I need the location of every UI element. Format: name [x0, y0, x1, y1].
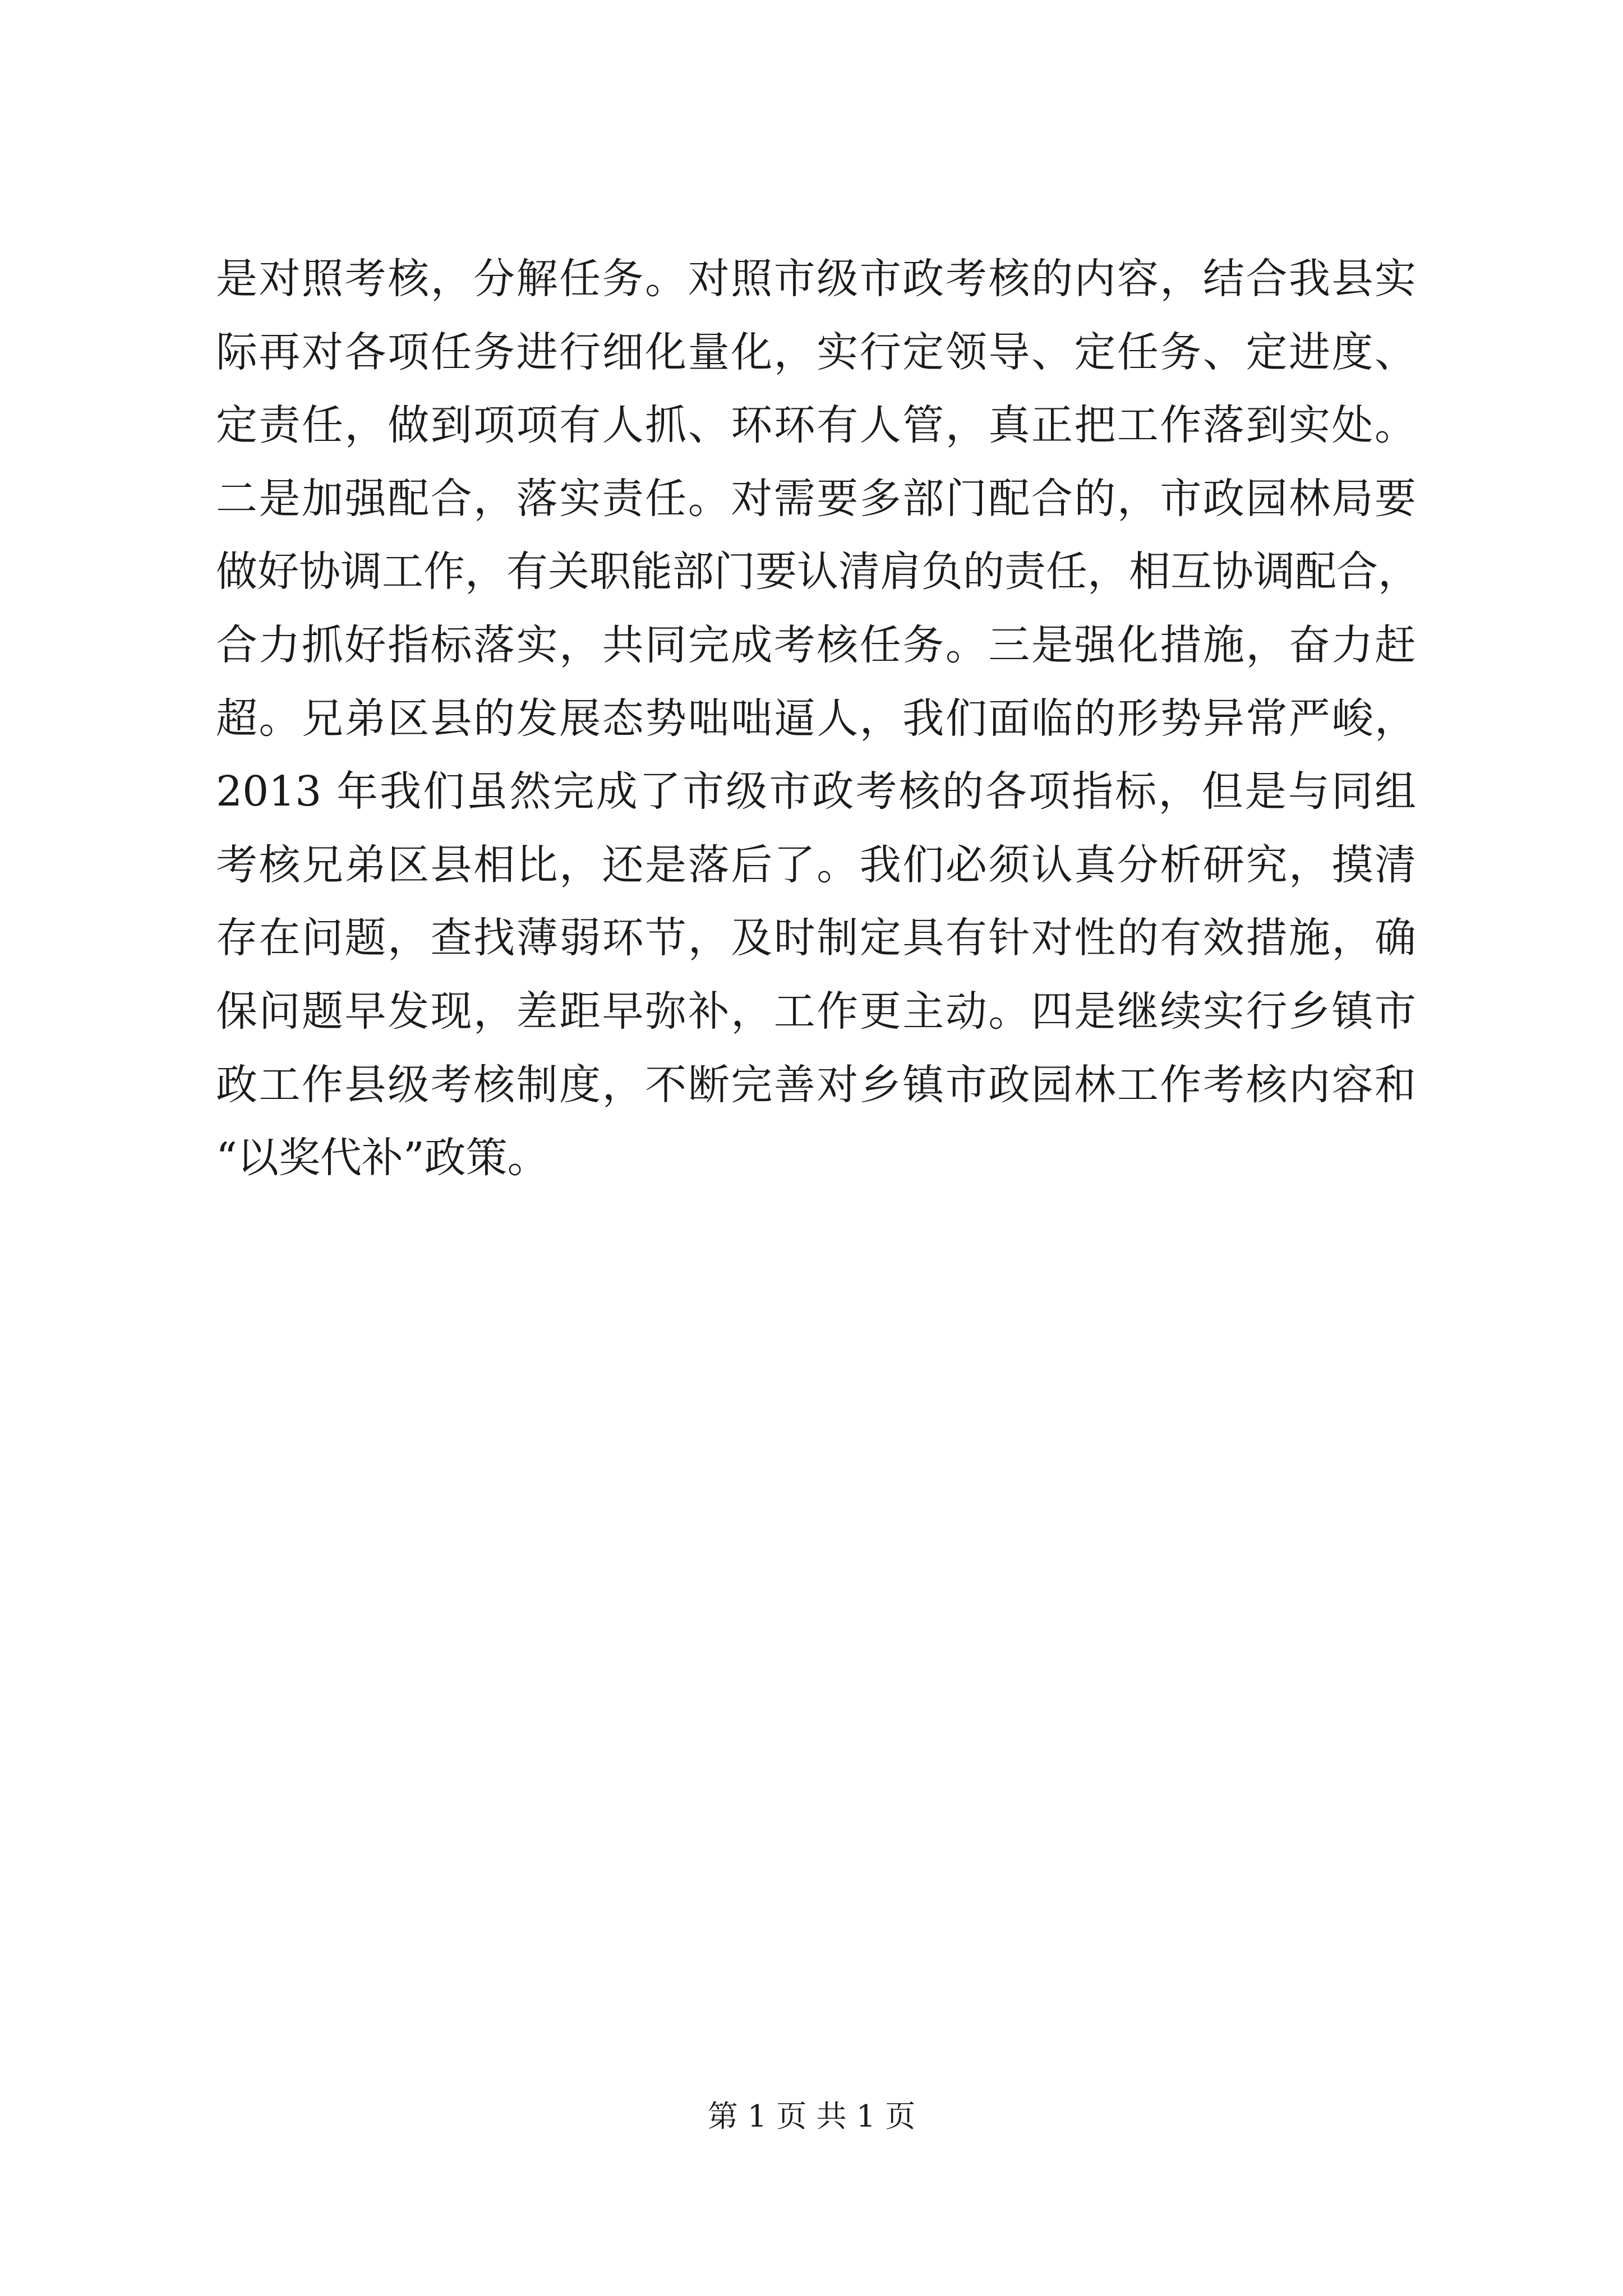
body-paragraph — [216, 242, 1419, 1195]
text-line: 合力抓好指标落实，共同完成考核任务。三是强化措施，奋力赶 — [216, 620, 1416, 669]
text-line: “以奖代补”政策。 — [216, 1134, 549, 1182]
text-line: 际再对各项任务进行细化量化，实行定领导、定任务、定进度、 — [216, 328, 1416, 376]
text-line: 考核兄弟区县相比，还是落后了。我们必须认真分析研究，摸清 — [216, 840, 1416, 889]
text-line: 政工作县级考核制度，不断完善对乡镇市政园林工作考核内容和 — [216, 1060, 1416, 1109]
text-line: 定责任，做到项项有人抓、环环有人管，真正把工作落到实处。 — [216, 401, 1416, 450]
text-line: 保问题早发现，差距早弥补，工作更主动。四是继续实行乡镇市 — [216, 987, 1416, 1036]
text-line: 做好协调工作，有关职能部门要认清肩负的责任，相互协调配合， — [216, 547, 1419, 596]
text-line: 存在问题，查找薄弱环节，及时制定具有针对性的有效措施，确 — [216, 914, 1416, 963]
text-line: 是对照考核，分解任务。对照市级市政考核的内容，结合我县实 — [216, 255, 1416, 303]
page-number-footer: 第 1 页 共 1 页 — [707, 2099, 916, 2134]
text-line: 超。兄弟区县的发展态势咄咄逼人，我们面临的形势异常严峻， — [216, 694, 1416, 743]
text-line: 2013 年我们虽然完成了市级市政考核的各项指标，但是与同组 — [216, 767, 1416, 816]
text-line: 二是加强配合，落实责任。对需要多部门配合的，市政园林局要 — [216, 474, 1416, 523]
